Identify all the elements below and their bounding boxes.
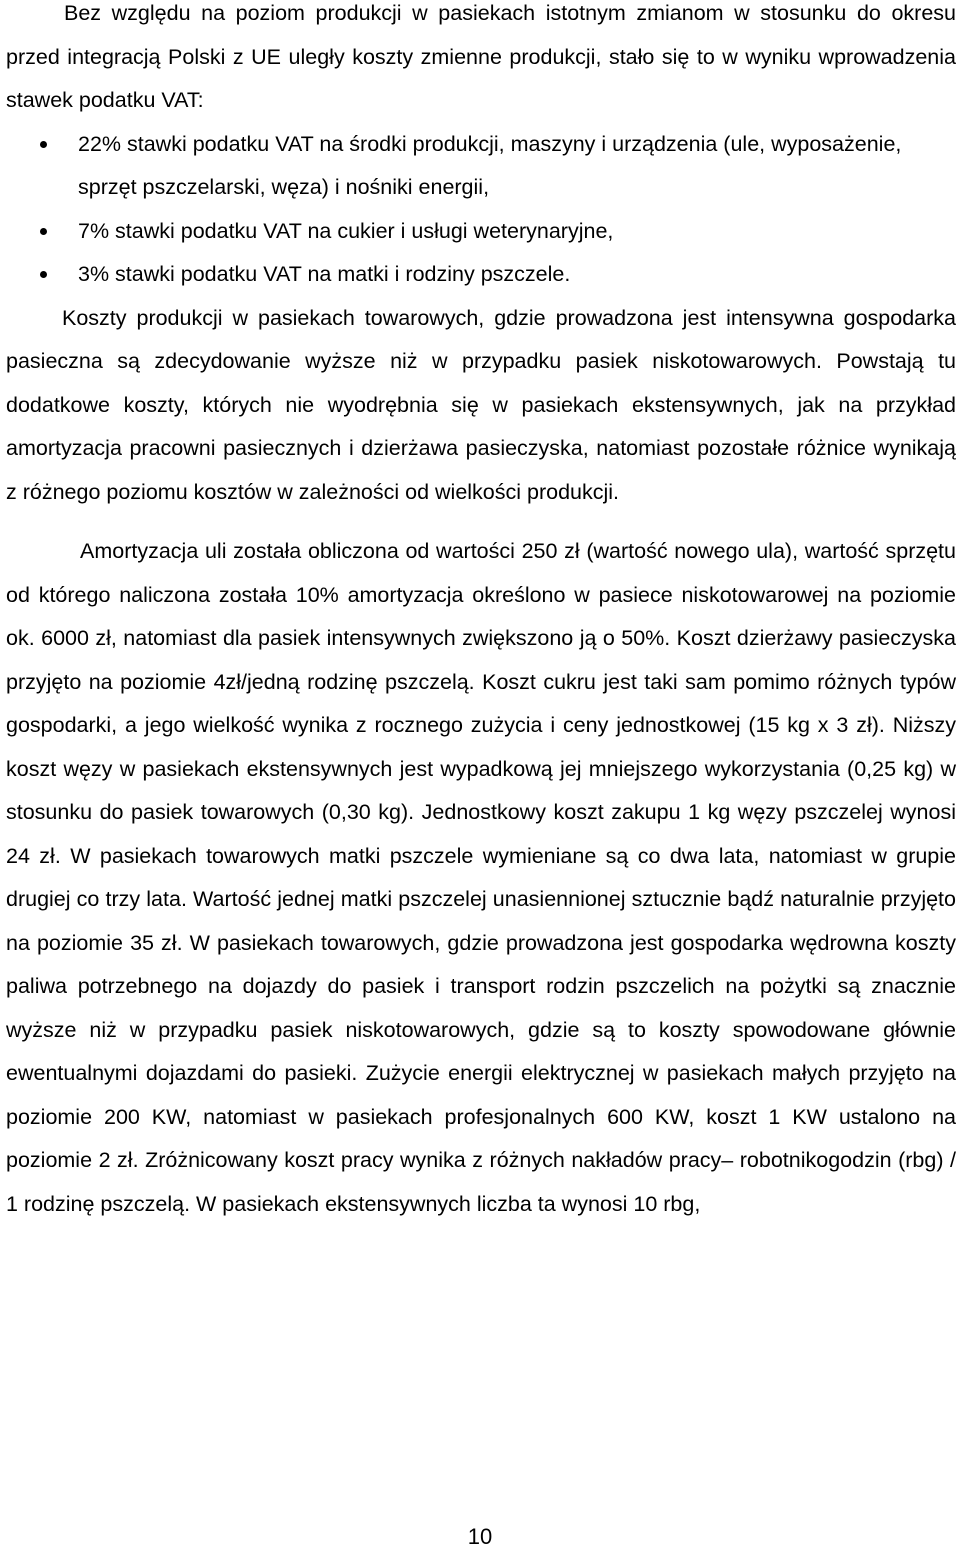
list-item bbox=[6, 210, 956, 254]
intro-paragraph: Bez względu na poziom produkcji w pasiekach istotnym zmianom w stosunku do okresu przed integracją Polski z UE uległy koszty zmienne produkcji, stało się to w wyniku wprowadzenia stawek podatku VAT: bbox=[6, 1, 956, 112]
bullet-icon bbox=[40, 228, 47, 235]
vat-rates-list bbox=[6, 123, 956, 297]
list-item bbox=[6, 253, 956, 297]
list-item-text: 22% stawki podatku VAT na środki produkcji, maszyny i urządzenia (ule, wyposażenie, sprzęt pszczelarski, węza) i nośniki energii, bbox=[78, 131, 902, 199]
page-number: 10 bbox=[467, 1524, 493, 1549]
amortization-paragraph: Amortyzacja uli została obliczona od wartości 250 zł (wartość nowego ula), wartość sprzętu od którego naliczona została 10% amortyzacja określono w pasiece niskotowarowej na poziomie ok. 6000 zł, natomiast dla pasiek intensywnych zwiększono ją o 50%. Koszt dzierżawy pasieczyska przyjęto na poziomie 4zł/jedną rodzinę pszczelą. Koszt cukru jest taki sam pomimo różnych typów gospodarki, a jego wielkość wynika z rocznego zużycia i ceny jednostkowej (15 kg x 3 zł). Niższy koszt węzy w pasiekach ekstensywnych jest wypadkową jej mniejszego wykorzystania (0,25 kg) w stosunku do pasiek towarowych (0,30 kg). Jednostkowy koszt zakupu 1 kg węzy pszczelej wynosi 24 zł. W pasiekach towarowych matki pszczele wymieniane są co dwa lata, natomiast w grupie drugiej co trzy lata. Wartość jednej matki pszczelej unasiennionej sztucznie bądź naturalnie przyjęto na poziomie 35 zł. W pasiekach towarowych, gdzie prowadzona jest gospodarka wędrowna koszty paliwa potrzebnego na dojazdy do pasiek i transport rodzin pszczelich na pożytki są znacznie wyższe niż w przypadku pasiek niskotowarowych, gdzie są to koszty spowodowane głównie ewentualnymi dojazdami do pasieki. Zużycie energii elektrycznej w pasiekach małych przyjęto na poziomie 200 KW, natomiast w pasiekach profesjonalnych 600 KW, koszt 1 KW ustalono na poziomie 2 zł. Zróżnicowany koszt pracy wynika z różnych nakładów pracy– robotnikogodzin (rbg) / 1 rodzinę pszczelą. W pasiekach ekstensywnych liczba ta wynosi 10 rbg, bbox=[6, 539, 956, 1216]
bullet-icon bbox=[40, 271, 47, 278]
bullet-icon bbox=[40, 141, 47, 148]
list-item-text: 7% stawki podatku VAT na cukier i usługi weterynaryjne, bbox=[78, 218, 614, 243]
costs-paragraph: Koszty produkcji w pasiekach towarowych, gdzie prowadzona jest intensywna gospodarka pasieczna są zdecydowanie wyższe niż w przypadku pasiek niskotowarowych. Powstają tu dodatkowe koszty, których nie wyodrębnia się w pasiekach ekstensywnych, jak na przykład amortyzacja pracowni pasiecznych i dzierżawa pasieczyska, natomiast pozostałe różnice wynikają z różnego poziomu kosztów w zależności od wielkości produkcji. bbox=[6, 305, 956, 504]
document-page bbox=[6, 0, 956, 1226]
list-item-text: 3% stawki podatku VAT na matki i rodziny pszczele. bbox=[78, 262, 571, 286]
list-item bbox=[6, 123, 956, 210]
